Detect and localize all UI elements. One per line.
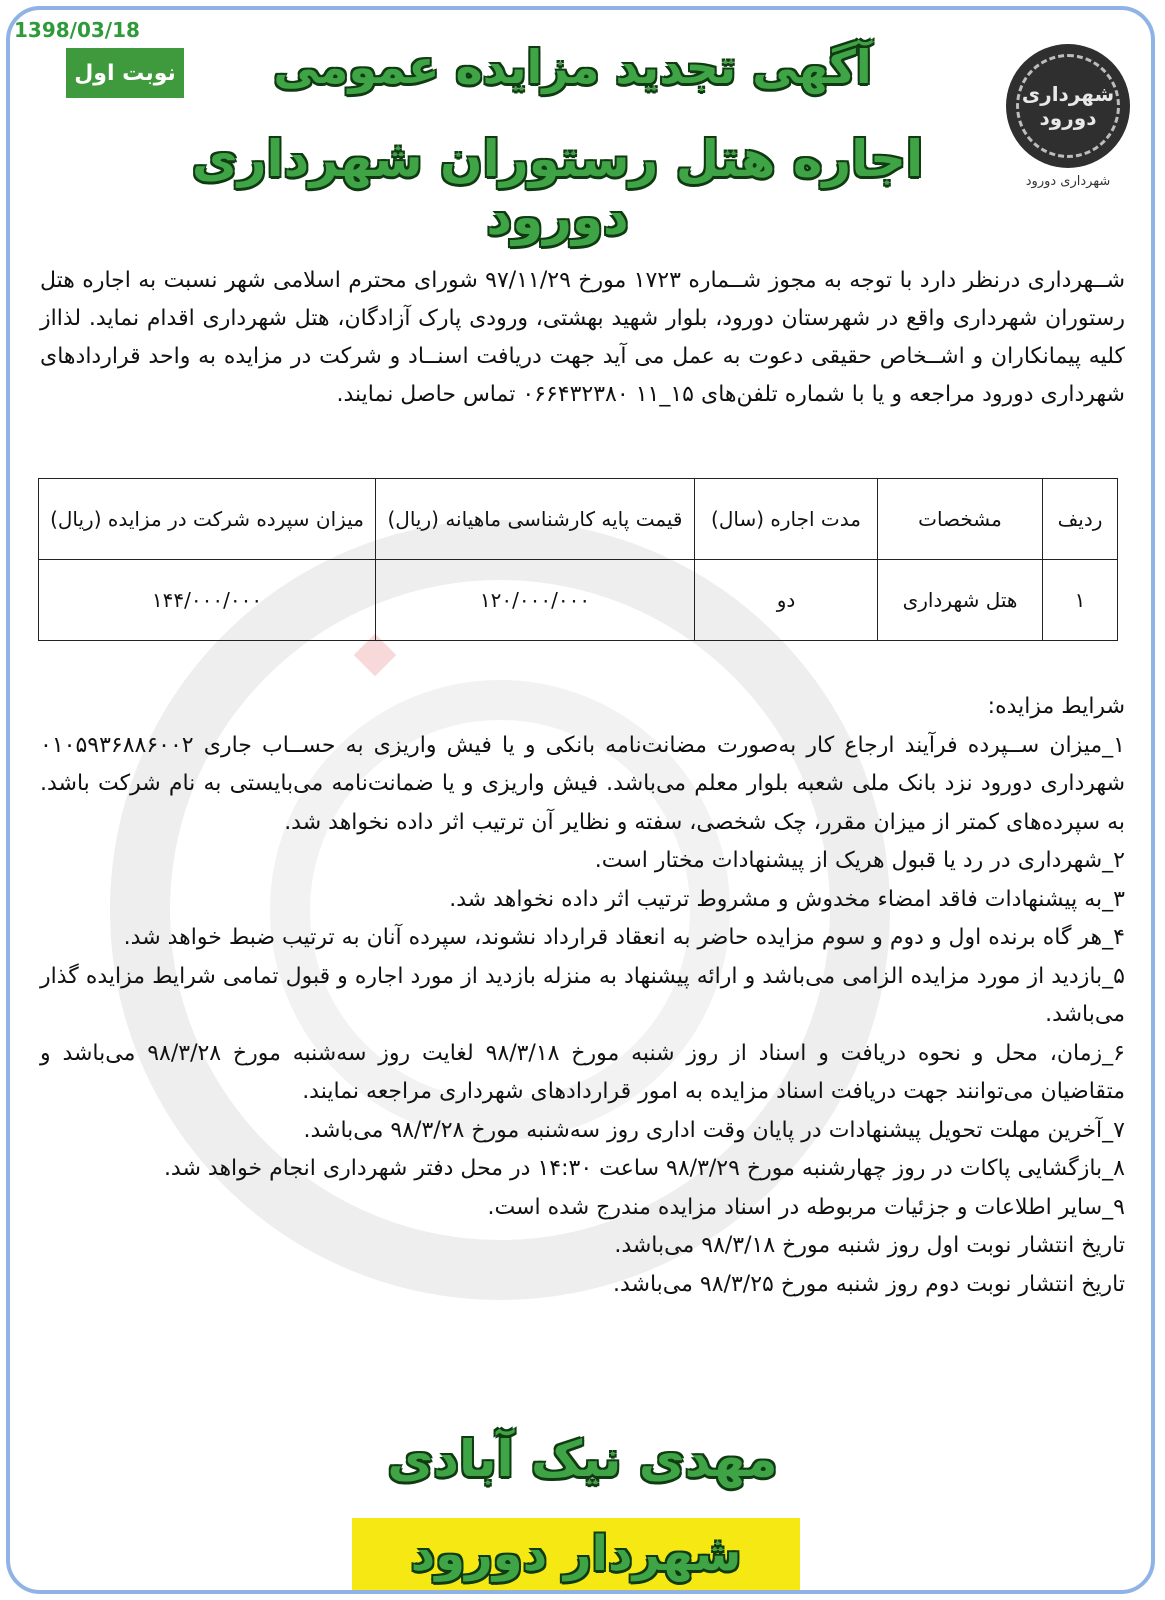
cell-base-price: ۱۲۰/۰۰۰/۰۰۰ bbox=[376, 560, 695, 641]
round-badge: نوبت اول bbox=[66, 48, 184, 98]
municipality-logo bbox=[993, 44, 1143, 214]
header-lease-duration: مدت اجاره (سال) bbox=[695, 479, 878, 560]
signatory-name: مهدی نیک آبادی bbox=[387, 1430, 778, 1488]
header-deposit: میزان سپرده شرکت در مزایده (ریال) bbox=[39, 479, 376, 560]
seal-icon bbox=[1006, 44, 1130, 168]
header-base-price: قیمت پایه کارشناسی ماهیانه (ریال) bbox=[376, 479, 695, 560]
table-header-row bbox=[39, 479, 1118, 560]
cell-row-number: ۱ bbox=[1043, 560, 1118, 641]
auction-table bbox=[38, 478, 1118, 641]
cell-deposit: ۱۴۴/۰۰۰/۰۰۰ bbox=[39, 560, 376, 641]
condition-item: ۳_به پیشنهادات فاقد امضاء مخدوش و مشروط ترتیب اثر داده نخواهد شد. bbox=[449, 886, 1125, 912]
conditions-heading: شرایط مزایده: bbox=[987, 694, 1125, 719]
signatory-title: شهردار دورود bbox=[352, 1518, 800, 1590]
title-line-2: اجاره هتل رستوران شهرداری دورود bbox=[191, 130, 924, 246]
condition-item: ۹_سایر اطلاعات و جزئیات مربوطه در اسناد مزایده مندرج شده است. bbox=[487, 1194, 1125, 1220]
seal-text: شهرداری دورود bbox=[1016, 54, 1120, 158]
header-specification: مشخصات bbox=[878, 479, 1043, 560]
publish-date-second: تاریخ انتشار نوبت دوم روز شنبه مورخ ۹۸/۳/۲۵ می‌باشد. bbox=[613, 1271, 1125, 1297]
logo-caption: شهرداری دورود bbox=[1025, 174, 1111, 189]
table-row bbox=[39, 560, 1118, 641]
condition-item: ۶_زمان، محل و نحوه دریافت و اسناد از روز شنبه مورخ ۹۸/۳/۱۸ لغایت روز سه‌شنبه مورخ ۹۸/۳/۲۸ می‌باشد و متقاضیان می‌توانند جهت دریافت اسناد مزایده به امور قراردادهای شهرداری مراجعه نمایند. bbox=[40, 1040, 1125, 1104]
condition-item: ۵_بازدید از مورد مزایده الزامی می‌باشد و ارائه پیشنهاد به منزله بازدید از مورد اجاره و قبول تمامی شرایط مزایده گذار می‌باشد. bbox=[40, 963, 1125, 1027]
cell-lease-duration: دو bbox=[695, 560, 878, 641]
conditions-section bbox=[40, 688, 1125, 1304]
condition-item: ۷_آخرین مهلت تحویل پیشنهادات در پایان وقت اداری روز سه‌شنبه مورخ ۹۸/۳/۲۸ می‌باشد. bbox=[303, 1117, 1125, 1143]
title-line-1: آگهی تجدید مزایده عمومی bbox=[273, 40, 872, 94]
condition-item: ۴_هر گاه برنده اول و دوم و سوم مزایده حاضر به انعقاد قرارداد نشوند، سپرده آنان به ترتیب ضبط خواهد شد. bbox=[123, 925, 1125, 950]
condition-item: ۲_شهرداری در رد یا قبول هریک از پیشنهادات مختار است. bbox=[594, 848, 1125, 873]
condition-item: ۸_بازگشایی پاکات در روز چهارشنبه مورخ ۹۸/۳/۲۹ ساعت ۱۴:۳۰ در محل دفتر شهرداری انجام خواهد شد. bbox=[163, 1156, 1125, 1181]
condition-item: ۱_میزان ســپرده فرآیند ارجاع کار به‌صورت مضانت‌نامه بانکی و یا فیش واریزی به حســاب جاری ۰۱۰۵۹۳۶۸۸۶۰۰۲ شهرداری دورود نزد بانک ملی شعبه بلوار معلم می‌باشد. فیش واریزی و یا ضمانت‌نامه می‌بایستی به نام شرکت باشد. به سپرده‌های کمتر از میزان مقرر، چک شخصی، سفته و نظایر آن ترتیب اثر داده نخواهد شد. bbox=[40, 732, 1125, 835]
date-stamp: 1398/03/18 bbox=[14, 18, 140, 42]
cell-specification: هتل شهرداری bbox=[878, 560, 1043, 641]
intro-paragraph: شــهرداری درنظر دارد با توجه به مجوز شــماره ۱۷۲۳ مورخ ۹۷/۱۱/۲۹ شورای محترم اسلامی شهر نسبت به اجاره هتل رستوران شهرداری واقع در شهرستان دورود، بلوار شهید بهشتی، ورودی پارک آزادگان، هتل شهرداری اقدام نماید. لذااز کلیه پیمانکاران و اشــخاص حقیقی دعوت به عمل می آید جهت دریافت اسنــاد و شرکت در مزایده به واحد قراردادهای شهرداری دورود مراجعه و یا با شماره تلفن‌های ۱۵_۱۱ ۰۶۶۴۳۲۳۸۰ تماس حاصل نمایند. bbox=[40, 268, 1125, 407]
publish-date-first: تاریخ انتشار نوبت اول روز شنبه مورخ ۹۸/۳/۱۸ می‌باشد. bbox=[614, 1233, 1125, 1258]
header-row-number: ردیف bbox=[1043, 479, 1118, 560]
